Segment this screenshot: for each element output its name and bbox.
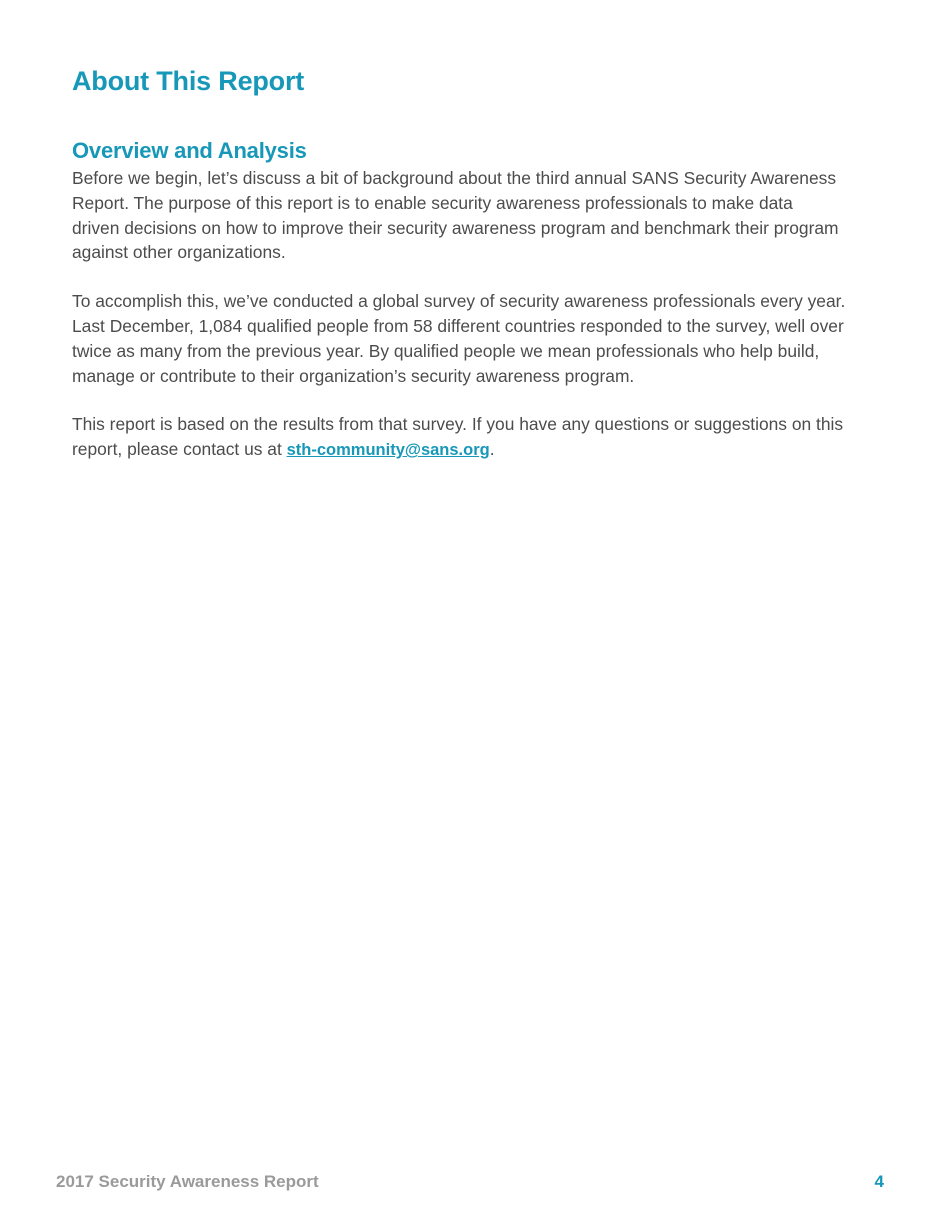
paragraph-background: Before we begin, let’s discuss a bit of background about the third annual SANS Security Awareness Report. The purpose of this report is to enable security awareness professionals to make data driven decisions on how to improve their security awareness program and benchmark their program against other organizations.	[72, 168, 839, 263]
paragraph-contact	[72, 412, 882, 463]
paragraph-survey: To accomplish this, we’ve conducted a global survey of security awareness professionals every year. Last December, 1,084 qualified people from 58 different countries responded to the survey, well over twice as many from the previous year. By qualified people we mean professionals who help build, manage or contribute to their organization’s security awareness program.	[72, 291, 846, 386]
page-number: 4	[874, 1172, 884, 1191]
contact-email-link[interactable]: sth-community@sans.org	[286, 441, 490, 460]
overview-section	[72, 138, 882, 487]
footer-report-title: 2017 Security Awareness Report	[56, 1172, 319, 1191]
page-title: About This Report	[72, 66, 305, 96]
contact-trailing: .	[489, 439, 495, 460]
contact-text: This report is based on the results from that survey. If you have any questions or suggestions on this report, please contact us at	[72, 414, 844, 460]
section-heading: Overview and Analysis	[72, 138, 307, 163]
